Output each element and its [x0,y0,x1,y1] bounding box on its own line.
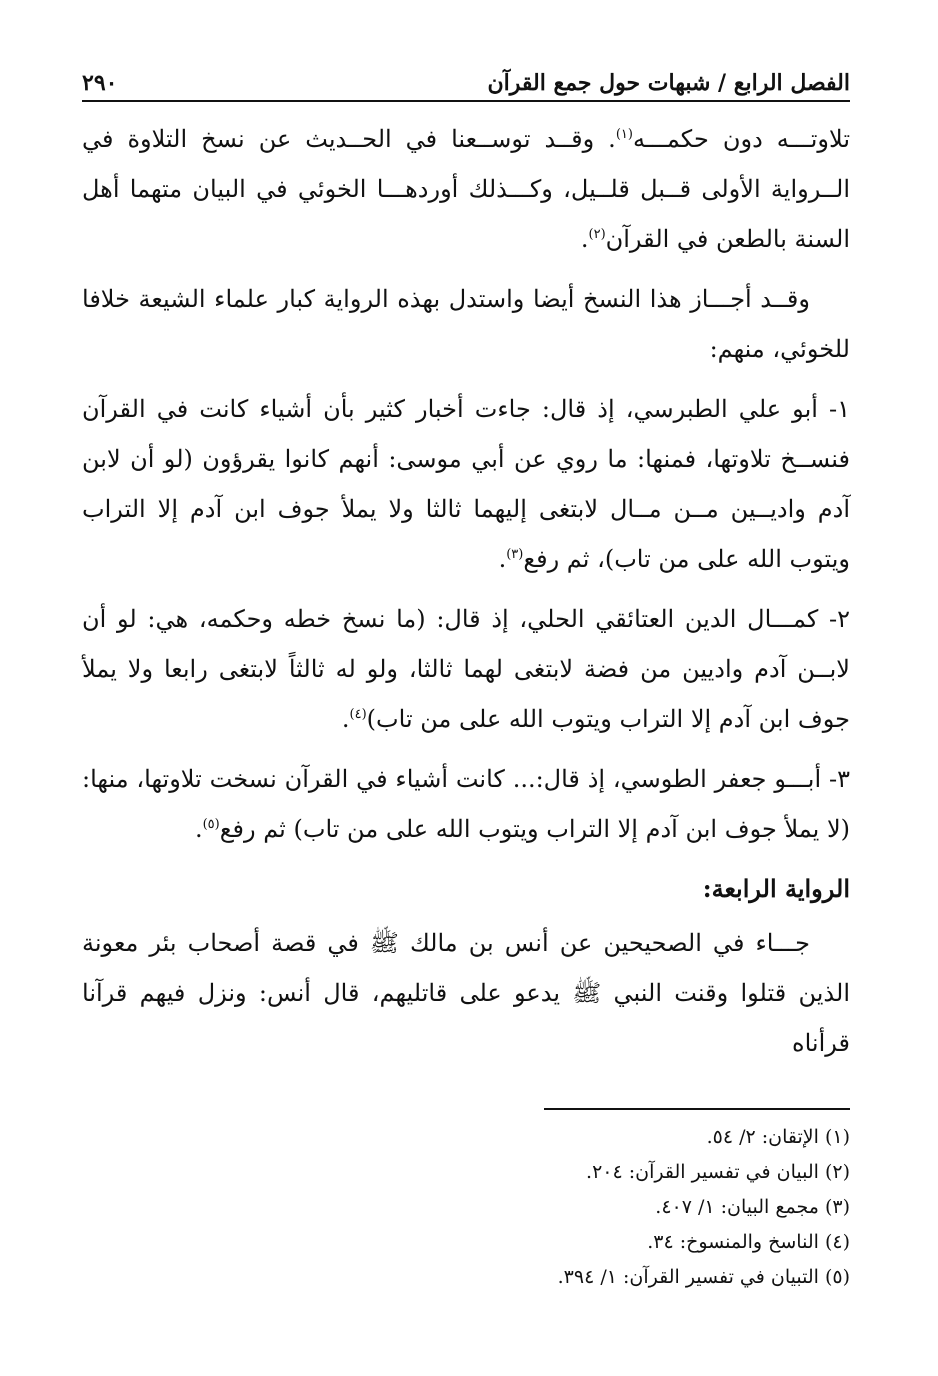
paragraph [82,754,850,854]
text-run: ٣- أبـــو جعفر الطوسي، إذ قال:... كانت أشياء في القرآن نسخت تلاوتها، منها: (لا يملأ جوف ابن آدم إلا التراب ويتوب الله على من تاب) ثم رفع [82,765,850,843]
footnote-item: (٢) البيان في تفسير القرآن: ٢٠٤. [586,1161,850,1183]
text-run: جـــاء في الصحيحين عن أنس بن مالك ﷺ في قصة أصحاب بئر معونة الذين قتلوا وقنت النبي ﷺ يدعو على قاتليهم، قال أنس: ونزل فيهم قرآنا قرأناه [82,929,850,1057]
text-run: ١- أبو علي الطبرسي، إذ قال: جاءت أخبار كثير بأن أشياء كانت في القرآن فنســخ تلاوتها، فمنها: ما روي عن أبي موسى: أنهم كانوا يقرؤون (لو أن لابن آدم واديــين مــن مــال لابتغى إليهما ثالثا ولا يملأ جوف ابن آدم إلا التراب ويتوب الله على من تاب)، ثم رفع [82,395,851,573]
running-header [82,62,850,102]
text-run: . [194,815,203,843]
page-number: ٢٩٠ [82,70,118,96]
text-run: وقــد أجـــاز هذا النسخ أيضا واستدل بهذه الرواية كبار علماء الشيعة خلافا للخوئي، منهم: [82,285,850,363]
footnotes [82,1120,850,1295]
footnote-item: (٥) التبيان في تفسير القرآن: ١/ ٣٩٤. [557,1266,850,1288]
text-run: تلاوتـــه دون حكمـــه [632,125,850,153]
text-run: . [341,705,350,733]
footnote-item: (٣) مجمع البيان: ١/ ٤٠٧. [655,1196,850,1218]
paragraph [82,594,850,744]
footnote-ref[interactable]: (١) [615,127,633,142]
footnote-separator [544,1108,850,1110]
text-run: . [498,545,507,573]
chapter-title: الفصل الرابع / شبهات حول جمع القرآن [487,70,850,96]
paragraph [82,114,850,264]
book-page [82,62,850,1295]
footnote-item: (٤) الناسخ والمنسوخ: ٣٤. [647,1231,850,1253]
text-run: الرواية الرابعة: [702,874,850,903]
text-run: . وقــد توســعنا في الحــديث عن نسخ التلاوة في الــرواية الأولى قــبل قلــيل، وكـــذلك أوردهـــا الخوئي في البيان متهما أهل السنة بالطعن في القرآن [82,125,850,253]
footnote-item: (١) الإتقان: ٢/ ٥٤. [706,1126,850,1148]
text-run: . [580,225,589,253]
main-text [82,114,850,1068]
footnote-ref[interactable]: (٥) [202,817,220,832]
footnote-ref[interactable]: (٤) [349,707,367,722]
paragraph [82,918,850,1068]
footnote-ref[interactable]: (٣) [506,547,524,562]
section-heading [82,864,850,914]
paragraph [82,384,850,584]
text-run: ٢- كمـــال الدين العتائقي الحلي، إذ قال: (ما نسخ خطه وحكمه، هي: لو أن لابــن آدم واديين من فضة لابتغى لهما ثالثا، ولو له ثالثاً لابتغى رابعا ولا يملأ جوف ابن آدم إلا التراب ويتوب الله على من تاب) [82,605,850,733]
paragraph [82,274,850,374]
footnote-ref[interactable]: (٢) [588,227,606,242]
